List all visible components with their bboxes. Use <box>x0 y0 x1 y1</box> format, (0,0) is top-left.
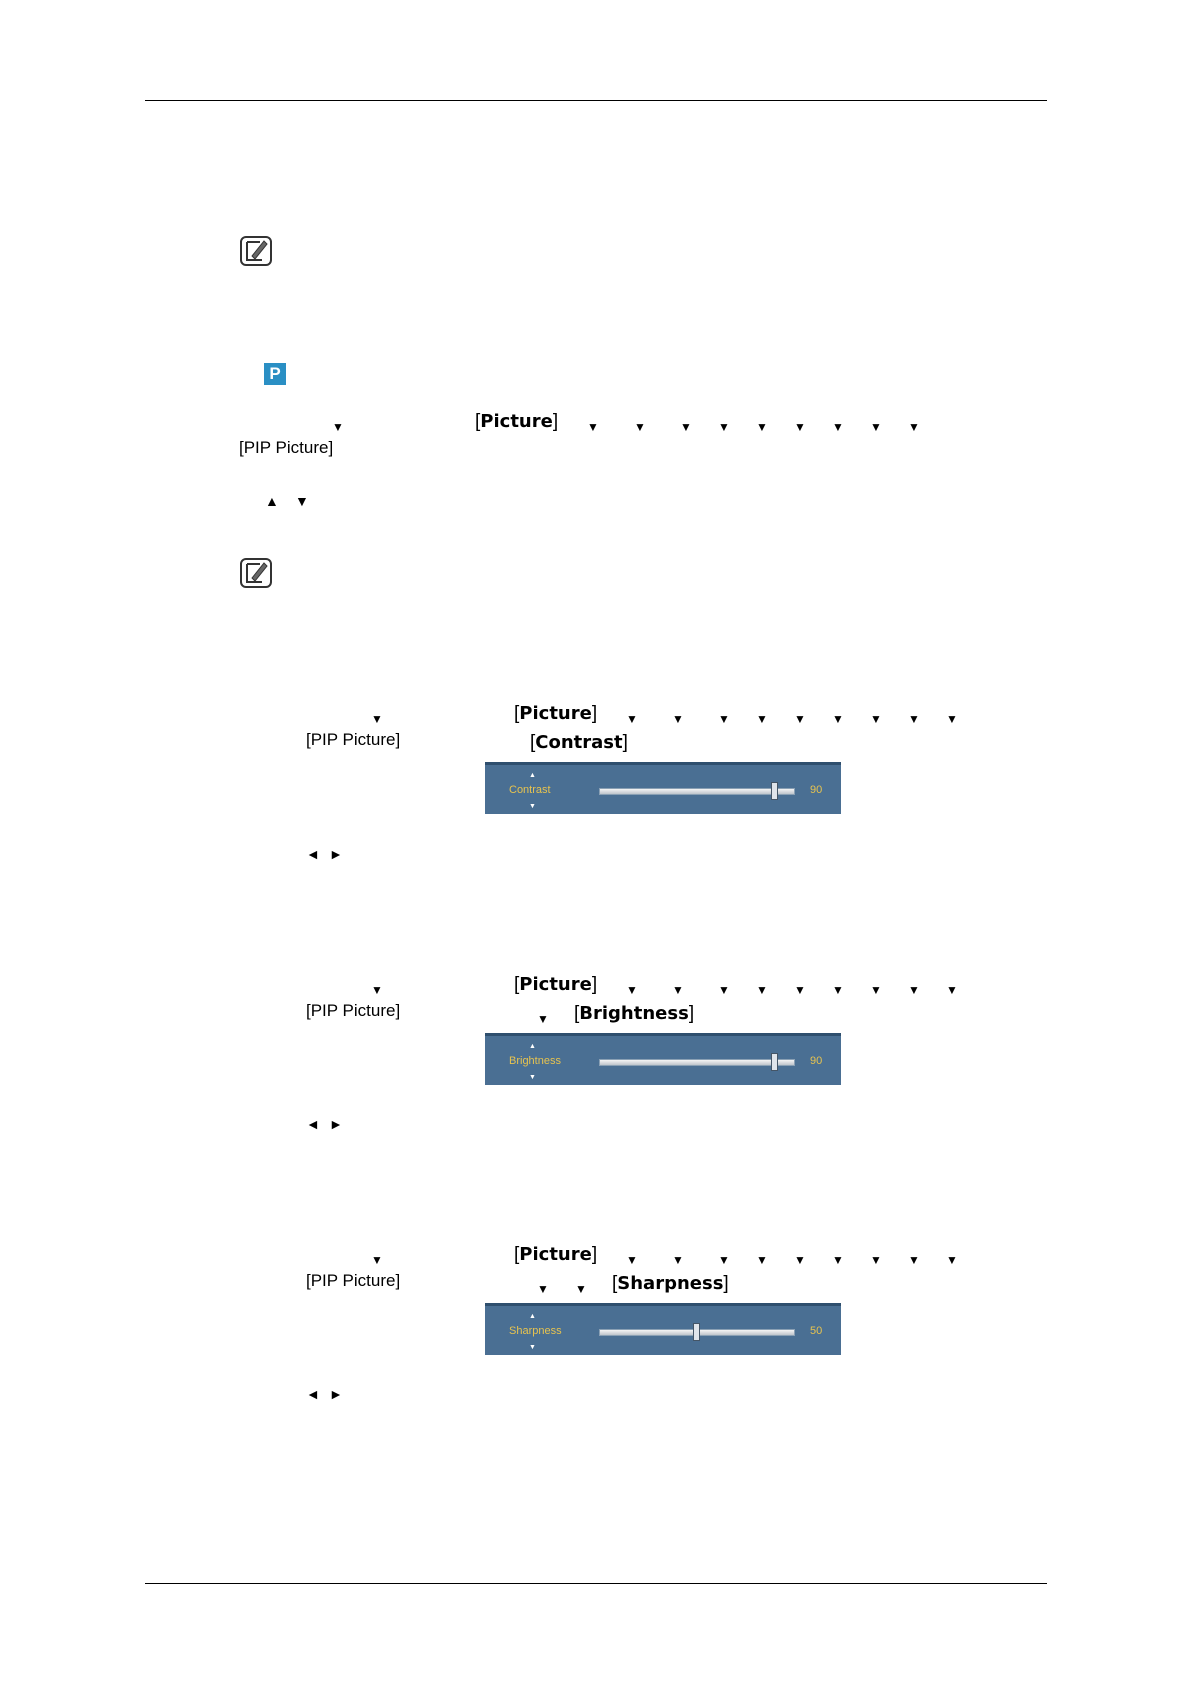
sharpness-menu-label: [Sharpness] <box>612 1273 729 1294</box>
down-arrow-icon: ▼ <box>794 983 806 997</box>
picture-menu-label: [Picture] <box>514 1244 598 1265</box>
down-arrow-icon: ▼ <box>537 1012 549 1026</box>
down-arrow-icon: ▼ <box>626 1253 638 1267</box>
down-arrow-icon: ▼ <box>634 420 646 434</box>
contrast-word: Contrast <box>535 732 623 753</box>
down-arrow-icon: ▼ <box>870 983 882 997</box>
pip-picture-label: [PIP Picture] <box>306 1271 401 1290</box>
osd-up-arrow-icon: ▲ <box>529 772 536 779</box>
osd-label: Brightness <box>509 1055 561 1067</box>
down-arrow-icon: ▼ <box>908 420 920 434</box>
down-arrow-icon: ▼ <box>832 1253 844 1267</box>
down-arrow-icon: ▼ <box>371 712 383 726</box>
down-arrow-icon: ▼ <box>832 712 844 726</box>
down-arrow-icon: ▼ <box>672 712 684 726</box>
down-arrow-icon: ▼ <box>672 1253 684 1267</box>
note-pencil-icon <box>240 236 272 266</box>
picture-word: Picture <box>480 411 553 432</box>
down-arrow-icon: ▼ <box>794 420 806 434</box>
down-arrow-icon: ▼ <box>587 420 599 434</box>
pip-picture-label: [PIP Picture] <box>306 730 401 749</box>
down-arrow-icon: ▼ <box>295 493 309 509</box>
brightness-menu-label: [Brightness] <box>574 1003 695 1024</box>
osd-up-arrow-icon: ▲ <box>529 1043 536 1050</box>
note-pencil-icon <box>240 558 272 588</box>
left-arrow-icon: ◄ <box>306 1116 320 1132</box>
down-arrow-icon: ▼ <box>575 1282 587 1296</box>
osd-brightness-panel <box>485 1033 841 1085</box>
down-arrow-icon: ▼ <box>794 1253 806 1267</box>
osd-contrast-panel <box>485 762 841 814</box>
down-arrow-icon: ▼ <box>908 983 920 997</box>
down-arrow-icon: ▼ <box>908 1253 920 1267</box>
osd-value: 90 <box>810 1055 823 1067</box>
pip-picture-label: [PIP Picture] <box>239 438 334 457</box>
picture-word: Picture <box>519 703 592 724</box>
osd-value: 90 <box>810 784 823 796</box>
down-arrow-icon: ▼ <box>870 420 882 434</box>
left-arrow-icon: ◄ <box>306 846 320 862</box>
down-arrow-icon: ▼ <box>672 983 684 997</box>
up-arrow-icon: ▲ <box>265 493 279 509</box>
osd-label: Contrast <box>509 784 551 796</box>
down-arrow-icon: ▼ <box>718 420 730 434</box>
osd-sharpness-panel <box>485 1303 841 1355</box>
down-arrow-icon: ▼ <box>832 420 844 434</box>
brightness-word: Brightness <box>579 1003 689 1024</box>
osd-slider-thumb[interactable] <box>693 1323 700 1341</box>
down-arrow-icon: ▼ <box>537 1282 549 1296</box>
down-arrow-icon: ▼ <box>946 712 958 726</box>
osd-label: Sharpness <box>509 1325 562 1337</box>
picture-menu-label: [Picture] <box>514 703 598 724</box>
picture-word: Picture <box>519 974 592 995</box>
picture-word: Picture <box>519 1244 592 1265</box>
down-arrow-icon: ▼ <box>870 712 882 726</box>
down-arrow-icon: ▼ <box>794 712 806 726</box>
down-arrow-icon: ▼ <box>626 712 638 726</box>
down-arrow-icon: ▼ <box>626 983 638 997</box>
down-arrow-icon: ▼ <box>870 1253 882 1267</box>
down-arrow-icon: ▼ <box>908 712 920 726</box>
down-arrow-icon: ▼ <box>680 420 692 434</box>
header-rule <box>145 100 1047 101</box>
down-arrow-icon: ▼ <box>946 1253 958 1267</box>
down-arrow-icon: ▼ <box>756 983 768 997</box>
down-arrow-icon: ▼ <box>832 983 844 997</box>
osd-down-arrow-icon: ▼ <box>529 1074 536 1081</box>
osd-value: 50 <box>810 1325 823 1337</box>
picture-menu-label: [Picture] <box>475 411 559 432</box>
osd-down-arrow-icon: ▼ <box>529 1344 536 1351</box>
down-arrow-icon: ▼ <box>371 1253 383 1267</box>
pip-picture-label: [PIP Picture] <box>306 1001 401 1020</box>
osd-up-arrow-icon: ▲ <box>529 1313 536 1320</box>
right-arrow-icon: ► <box>329 846 343 862</box>
down-arrow-icon: ▼ <box>756 420 768 434</box>
osd-slider-track[interactable] <box>599 1059 795 1066</box>
osd-slider-thumb[interactable] <box>771 1053 778 1071</box>
osd-slider-thumb[interactable] <box>771 782 778 800</box>
down-arrow-icon: ▼ <box>332 420 344 434</box>
down-arrow-icon: ▼ <box>718 983 730 997</box>
right-arrow-icon: ► <box>329 1116 343 1132</box>
pip-badge-icon: P <box>264 363 286 385</box>
picture-menu-label: [Picture] <box>514 974 598 995</box>
right-arrow-icon: ► <box>329 1386 343 1402</box>
down-arrow-icon: ▼ <box>718 1253 730 1267</box>
down-arrow-icon: ▼ <box>756 712 768 726</box>
down-arrow-icon: ▼ <box>946 983 958 997</box>
down-arrow-icon: ▼ <box>718 712 730 726</box>
osd-down-arrow-icon: ▼ <box>529 803 536 810</box>
sharpness-word: Sharpness <box>617 1273 724 1294</box>
down-arrow-icon: ▼ <box>756 1253 768 1267</box>
footer-rule <box>145 1583 1047 1584</box>
left-arrow-icon: ◄ <box>306 1386 320 1402</box>
down-arrow-icon: ▼ <box>371 983 383 997</box>
contrast-menu-label: [Contrast] <box>530 732 628 753</box>
osd-slider-track[interactable] <box>599 788 795 795</box>
